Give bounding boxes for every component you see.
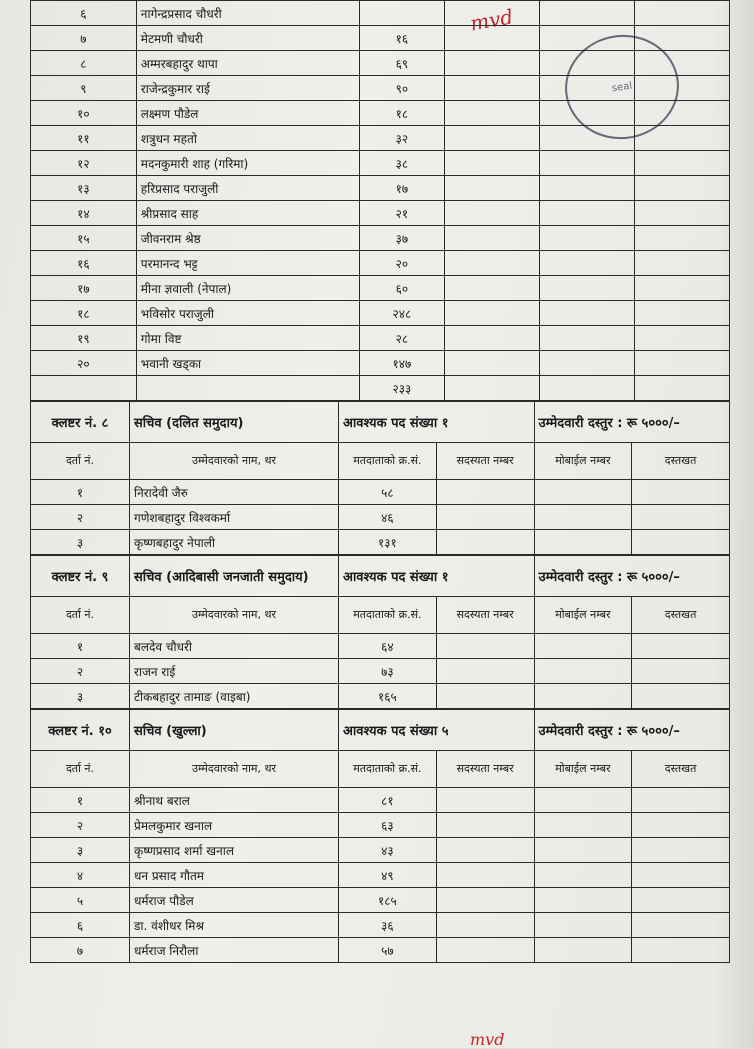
table-row <box>31 76 730 101</box>
serial-number: १ <box>31 480 130 505</box>
serial-number: १ <box>31 634 130 659</box>
cluster-number: क्लष्टर नं. ९ <box>31 556 130 597</box>
mobile-cell <box>534 684 632 709</box>
voter-number: १४७ <box>360 351 444 376</box>
serial-number: ८ <box>31 51 137 76</box>
voter-number: ६० <box>360 276 444 301</box>
table-row <box>31 1 730 26</box>
signature-cell <box>632 838 730 863</box>
voter-number: ५७ <box>339 938 437 963</box>
header-serial: दर्ता नं. <box>31 443 130 480</box>
serial-number: १९ <box>31 326 137 351</box>
table-row <box>31 634 730 659</box>
candidate-name: लक्ष्मण पौडेल <box>136 101 359 126</box>
candidate-name <box>136 376 359 401</box>
candidate-name: डा. वंशीधर मिश्र <box>130 913 339 938</box>
voter-number: ८१ <box>339 788 437 813</box>
mobile-cell <box>539 26 634 51</box>
mobile-cell <box>539 226 634 251</box>
serial-number: ३ <box>31 684 130 709</box>
voter-number: ४९ <box>339 863 437 888</box>
header-name: उम्मेदवारको नाम, थर <box>130 751 339 788</box>
signature-cell <box>634 326 729 351</box>
nomination-fee: उम्मेदवारी दस्तुर : रू ५०००/– <box>534 402 730 443</box>
membership-cell <box>436 888 534 913</box>
serial-number: १६ <box>31 251 137 276</box>
header-mobile: मोबाईल नम्बर <box>534 443 632 480</box>
signature-cell <box>632 684 730 709</box>
mobile-cell <box>539 151 634 176</box>
voter-number: २३३ <box>360 376 444 401</box>
signature-cell <box>634 101 729 126</box>
cluster-number: क्लष्टर नं. ८ <box>31 402 130 443</box>
serial-number: ६ <box>31 913 130 938</box>
header-serial: दर्ता नं. <box>31 597 130 634</box>
candidate-name: धर्मराज निरौला <box>130 938 339 963</box>
candidate-name: गणेशबहादुर विश्वकर्मा <box>130 505 339 530</box>
candidate-name: बलदेव चौधरी <box>130 634 339 659</box>
voter-number <box>360 1 444 26</box>
serial-number: २ <box>31 505 130 530</box>
serial-number: ७ <box>31 26 137 51</box>
signature-cell <box>634 351 729 376</box>
candidate-name: मीना ज्ञवाली (नेपाल) <box>136 276 359 301</box>
signature-cell <box>634 276 729 301</box>
header-signature: दस्तखत <box>632 597 730 634</box>
membership-cell <box>444 76 539 101</box>
serial-number: १ <box>31 788 130 813</box>
header-mobile: मोबाईल नम्बर <box>534 751 632 788</box>
signature-cell <box>632 913 730 938</box>
header-signature: दस्तखत <box>632 751 730 788</box>
candidate-name: जीवनराम श्रेष्ठ <box>136 226 359 251</box>
membership-cell <box>444 326 539 351</box>
serial-number: ९ <box>31 76 137 101</box>
header-signature: दस्तखत <box>632 443 730 480</box>
column-header <box>31 751 730 788</box>
serial-number: १८ <box>31 301 137 326</box>
membership-cell <box>444 151 539 176</box>
table-row <box>31 176 730 201</box>
membership-cell <box>436 913 534 938</box>
membership-cell <box>436 838 534 863</box>
header-membership: सदस्यता नम्बर <box>436 597 534 634</box>
voter-number: १६५ <box>339 684 437 709</box>
voter-number: २४८ <box>360 301 444 326</box>
membership-cell <box>436 634 534 659</box>
signature-cell <box>634 251 729 276</box>
cluster-8-table <box>30 401 730 555</box>
serial-number: १४ <box>31 201 137 226</box>
voter-number: ३८ <box>360 151 444 176</box>
candidate-name: भविसोर पराजुली <box>136 301 359 326</box>
mobile-cell <box>539 176 634 201</box>
signature-cell <box>634 1 729 26</box>
serial-number: २ <box>31 659 130 684</box>
cluster-9-table <box>30 555 730 709</box>
voter-number: २८ <box>360 326 444 351</box>
candidate-name: मेटमणी चौधरी <box>136 26 359 51</box>
membership-cell <box>436 684 534 709</box>
table-row <box>31 530 730 555</box>
required-posts: आवश्यक पद संख्या १ <box>339 402 535 443</box>
header-name: उम्मेदवारको नाम, थर <box>130 597 339 634</box>
membership-cell <box>444 51 539 76</box>
membership-cell <box>444 301 539 326</box>
candidate-name: निरादेवी जैरु <box>130 480 339 505</box>
serial-number: ३ <box>31 530 130 555</box>
candidate-name: राजन राई <box>130 659 339 684</box>
mobile-cell <box>534 480 632 505</box>
table-row <box>31 126 730 151</box>
table-row <box>31 480 730 505</box>
table-row <box>31 838 730 863</box>
table-row <box>31 684 730 709</box>
header-mobile: मोबाईल नम्बर <box>534 597 632 634</box>
signature-cell <box>632 659 730 684</box>
table-row <box>31 226 730 251</box>
serial-number: ४ <box>31 863 130 888</box>
signature-cell <box>634 176 729 201</box>
membership-cell <box>436 813 534 838</box>
stamp-label: seal <box>611 80 633 94</box>
membership-cell <box>444 276 539 301</box>
voter-number: १७ <box>360 176 444 201</box>
header-serial: दर्ता नं. <box>31 751 130 788</box>
serial-number: २ <box>31 813 130 838</box>
serial-number: १२ <box>31 151 137 176</box>
signature-cell <box>634 301 729 326</box>
header-voter-number: मतदाताको क्र.सं. <box>339 443 437 480</box>
serial-number: ७ <box>31 938 130 963</box>
membership-cell <box>444 176 539 201</box>
table-row <box>31 276 730 301</box>
voter-number: १८ <box>360 101 444 126</box>
table-row <box>31 251 730 276</box>
post-title: सचिव (दलित समुदाय) <box>130 402 339 443</box>
table-row <box>31 376 730 401</box>
signature-cell <box>632 888 730 913</box>
red-initials-bottom: mvd <box>470 1030 505 1049</box>
mobile-cell <box>539 1 634 26</box>
voter-number: ३७ <box>360 226 444 251</box>
membership-cell <box>444 1 539 26</box>
mobile-cell <box>539 326 634 351</box>
candidate-name: श्रीनाथ बराल <box>130 788 339 813</box>
mobile-cell <box>534 863 632 888</box>
candidate-name: धर्मराज पौडेल <box>130 888 339 913</box>
table-row <box>31 101 730 126</box>
table-row <box>31 326 730 351</box>
signature-cell <box>634 151 729 176</box>
membership-cell <box>444 101 539 126</box>
membership-cell <box>444 351 539 376</box>
column-header <box>31 443 730 480</box>
cluster-header <box>31 710 730 751</box>
red-initials: mvd <box>468 4 515 36</box>
table-row <box>31 301 730 326</box>
cluster-header <box>31 556 730 597</box>
cluster-number: क्लष्टर नं. १० <box>31 710 130 751</box>
table-row <box>31 351 730 376</box>
column-header <box>31 597 730 634</box>
candidate-name: टीकबहादुर तामाङ (वाइबा) <box>130 684 339 709</box>
mobile-cell <box>534 813 632 838</box>
mobile-cell <box>539 126 634 151</box>
membership-cell <box>436 863 534 888</box>
signature-cell <box>632 788 730 813</box>
candidate-name: मदनकुमारी शाह (गरिमा) <box>136 151 359 176</box>
signature-cell <box>632 634 730 659</box>
table-row <box>31 813 730 838</box>
signature-cell <box>634 76 729 101</box>
voter-number: १६ <box>360 26 444 51</box>
voter-number: ६९ <box>360 51 444 76</box>
mobile-cell <box>539 376 634 401</box>
serial-number: १७ <box>31 276 137 301</box>
table-row <box>31 659 730 684</box>
membership-cell <box>436 505 534 530</box>
candidate-name: शत्रुधन महतो <box>136 126 359 151</box>
required-posts: आवश्यक पद संख्या १ <box>339 556 535 597</box>
table-row <box>31 888 730 913</box>
signature-cell <box>634 226 729 251</box>
membership-cell <box>444 376 539 401</box>
mobile-cell <box>539 276 634 301</box>
nomination-fee: उम्मेदवारी दस्तुर : रू ५०००/– <box>534 556 730 597</box>
serial-number: २० <box>31 351 137 376</box>
signature-cell <box>634 376 729 401</box>
mobile-cell <box>539 76 634 101</box>
serial-number: ६ <box>31 1 137 26</box>
voter-number: २१ <box>360 201 444 226</box>
header-name: उम्मेदवारको नाम, थर <box>130 443 339 480</box>
mobile-cell <box>534 913 632 938</box>
membership-cell <box>436 480 534 505</box>
table-row <box>31 938 730 963</box>
voter-number: ७३ <box>339 659 437 684</box>
table-row <box>31 505 730 530</box>
serial-number: १० <box>31 101 137 126</box>
mobile-cell <box>539 101 634 126</box>
table-row <box>31 788 730 813</box>
membership-cell <box>436 938 534 963</box>
candidate-name: भवानी खड्का <box>136 351 359 376</box>
membership-cell <box>436 530 534 555</box>
table-row <box>31 201 730 226</box>
table-row <box>31 51 730 76</box>
candidate-name: नागेन्द्रप्रसाद चौधरी <box>136 1 359 26</box>
upper-table <box>30 0 730 401</box>
mobile-cell <box>539 51 634 76</box>
mobile-cell <box>539 351 634 376</box>
membership-cell <box>436 659 534 684</box>
membership-cell <box>444 226 539 251</box>
serial-number: ११ <box>31 126 137 151</box>
candidate-name: अम्मरबहादुर थापा <box>136 51 359 76</box>
candidate-name: धन प्रसाद गौतम <box>130 863 339 888</box>
mobile-cell <box>534 634 632 659</box>
signature-cell <box>632 813 730 838</box>
post-title: सचिव (खुल्ला) <box>130 710 339 751</box>
mobile-cell <box>534 659 632 684</box>
signature-cell <box>632 938 730 963</box>
header-voter-number: मतदाताको क्र.सं. <box>339 597 437 634</box>
signature-cell <box>634 126 729 151</box>
mobile-cell <box>539 301 634 326</box>
header-membership: सदस्यता नम्बर <box>436 751 534 788</box>
membership-cell <box>444 26 539 51</box>
voter-number: ५८ <box>339 480 437 505</box>
signature-cell <box>632 480 730 505</box>
candidate-name: हरिप्रसाद पराजुली <box>136 176 359 201</box>
voter-number: ४६ <box>339 505 437 530</box>
signature-cell <box>632 505 730 530</box>
mobile-cell <box>534 530 632 555</box>
signature-cell <box>634 201 729 226</box>
membership-cell <box>436 788 534 813</box>
candidate-name: गोमा विष्ट <box>136 326 359 351</box>
voter-number: २० <box>360 251 444 276</box>
serial-number: १५ <box>31 226 137 251</box>
table-row <box>31 913 730 938</box>
post-title: सचिव (आदिबासी जनजाती समुदाय) <box>130 556 339 597</box>
header-voter-number: मतदाताको क्र.सं. <box>339 751 437 788</box>
serial-number <box>31 376 137 401</box>
voter-number: ३६ <box>339 913 437 938</box>
candidate-name: कृष्णप्रसाद शर्मा खनाल <box>130 838 339 863</box>
required-posts: आवश्यक पद संख्या ५ <box>339 710 535 751</box>
signature-cell <box>634 26 729 51</box>
mobile-cell <box>534 938 632 963</box>
candidate-name: प्रेमलकुमार खनाल <box>130 813 339 838</box>
voter-number: १८५ <box>339 888 437 913</box>
table-row <box>31 26 730 51</box>
serial-number: १३ <box>31 176 137 201</box>
cluster-header <box>31 402 730 443</box>
mobile-cell <box>534 888 632 913</box>
serial-number: ३ <box>31 838 130 863</box>
membership-cell <box>444 126 539 151</box>
candidate-list <box>30 0 730 963</box>
cluster-10-table <box>30 709 730 963</box>
candidate-name: राजेन्द्रकुमार राई <box>136 76 359 101</box>
candidate-name: श्रीप्रसाद साह <box>136 201 359 226</box>
membership-cell <box>444 251 539 276</box>
signature-cell <box>632 530 730 555</box>
mobile-cell <box>539 251 634 276</box>
voter-number: १३१ <box>339 530 437 555</box>
mobile-cell <box>534 838 632 863</box>
signature-cell <box>632 863 730 888</box>
nomination-fee: उम्मेदवारी दस्तुर : रू ५०००/– <box>534 710 730 751</box>
voter-number: ६४ <box>339 634 437 659</box>
serial-number: ५ <box>31 888 130 913</box>
voter-number: ४३ <box>339 838 437 863</box>
membership-cell <box>444 201 539 226</box>
voter-number: ९० <box>360 76 444 101</box>
candidate-name: कृष्णबहादुर नेपाली <box>130 530 339 555</box>
mobile-cell <box>534 505 632 530</box>
signature-cell <box>634 51 729 76</box>
table-row <box>31 863 730 888</box>
header-membership: सदस्यता नम्बर <box>436 443 534 480</box>
voter-number: ३२ <box>360 126 444 151</box>
mobile-cell <box>534 788 632 813</box>
table-row <box>31 151 730 176</box>
mobile-cell <box>539 201 634 226</box>
voter-number: ६३ <box>339 813 437 838</box>
candidate-name: परमानन्द भट्ट <box>136 251 359 276</box>
